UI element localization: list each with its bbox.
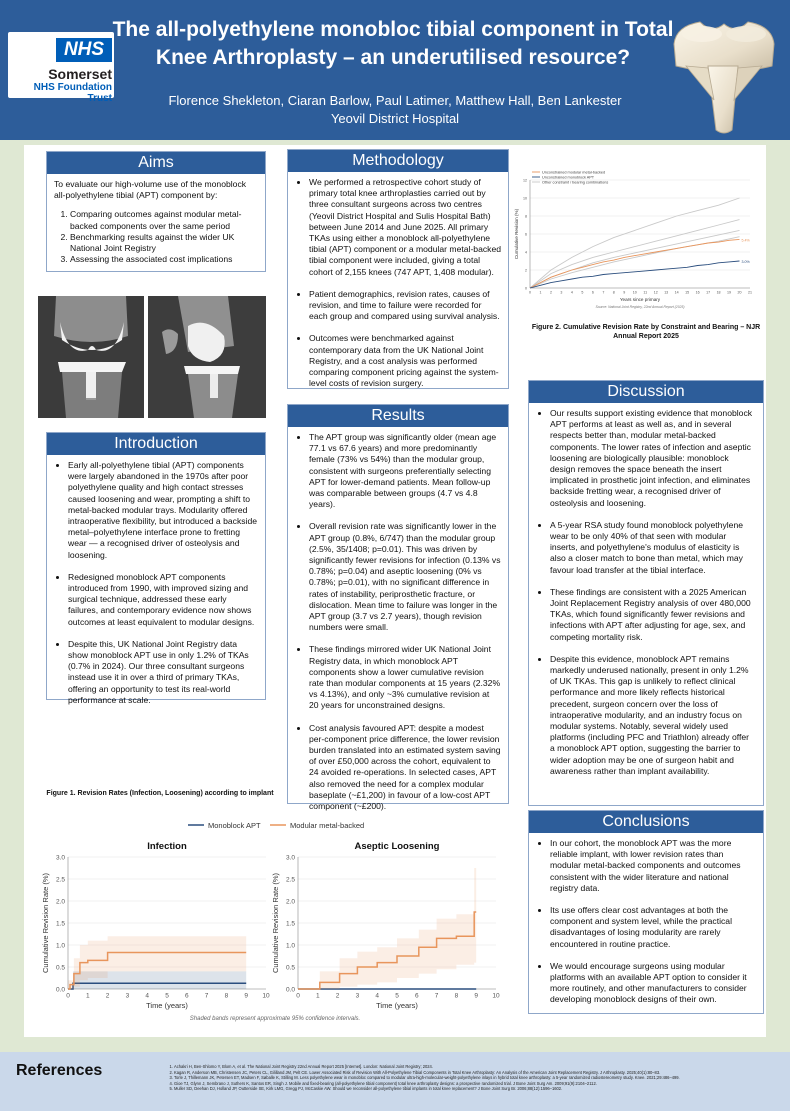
conclusions-item: • We would encourage surgeons using modular platforms with an available APT option to consider it more routinely, and other manufacturers to consider developing monoblock designs of their own. [550,961,756,1006]
discussion-section [528,380,764,806]
tibial-implant-image [668,4,780,136]
author-list: Florence Shekleton, Ciaran Barlow, Paul Latimer, Matthew Hall, Ben Lankester [168,93,622,108]
aims-item: 3. Assessing the associated cost implications [70,254,258,265]
x-tick-label: 10 [492,992,500,1000]
poster-title: The all-polyethylene monobloc tibial component in Total Knee Arthroplasty – an underutilised resource? [112,18,674,69]
x-tick-label: 18 [716,290,721,295]
x-tick-label: 15 [685,290,690,295]
figure1-caption: Figure 1. Revision Rates (Infection, Loosening) according to implant [46,790,274,797]
series-line [530,220,740,288]
y-axis-label: Cumulative Revision Rate (%) [41,872,50,974]
y-tick-label: 0 [525,286,527,291]
legend-label: Other constraint / bearing combinations [542,180,609,185]
x-tick-label: 6 [591,290,594,295]
discussion-body [529,403,763,793]
chart-title: Infection [147,841,187,852]
x-tick-label: 9 [623,290,626,295]
x-tick-label: 21 [748,290,752,295]
results-item: • Overall revision rate was significantly lower in the APT group (0.8%, 6/747) than the modular group (2.5%, 35/1408; p=0.01). This was driven by significantly fewer revisions for infection (0.13% vs 0.78%; p=0.04) and aseptic loosening (0% vs 0.78%; p=0.01), with no significant difference in rates of instability, periprosthetic fracture, or dislocation. Mean time to failure was longer in the APT group (3.7 vs 2.7 years), though revision numbers were small. [309,521,501,633]
data-label: 3.0% [741,260,750,264]
x-axis-label: Time (years) [376,1001,418,1010]
chart-title: Aseptic Loosening [354,841,440,852]
x-tick-label: 1 [315,992,320,1000]
x-tick-label: 2 [549,290,552,295]
legend-label: Unconstrained modular metal-backed [542,170,606,175]
conclusions-section [528,810,764,1014]
x-tick-label: 20 [737,290,742,295]
nhs-mark: NHS [56,38,112,62]
y-tick-label: 1.5 [55,920,65,928]
conclusions-body [529,833,763,1022]
legend-label-modular: Modular metal-backed [290,821,365,830]
conclusions-heading: Conclusions [529,811,763,833]
institution: Yeovil District Hospital [330,111,460,126]
reference-item: 3. Torle J, Thillemann JK, Petersen ET, Madsen F, Søballe K, Stilling M. Less polyethylene wear in monobloc compared to modular ultra-high-molecular-weight-polyethylene inlays in hybrid total knee arthroplasty: a 5-year randomized radiostereometry study. Knee. 2021;29:486–499. [174,1075,766,1081]
methodology-section [287,149,509,389]
introduction-section [46,432,266,705]
discussion-heading: Discussion [529,381,763,403]
y-tick-label: 4 [525,250,527,255]
y-tick-label: 0.5 [285,964,295,972]
confidence-band [298,868,476,989]
aims-item: 1. Comparing outcomes against modular metal-backed components over the same period [70,209,258,231]
x-tick-label: 5 [581,290,584,295]
results-item: • These findings mirrored wider UK National Joint Registry data, in which monoblock APT components show a lower cumulative revision rate than modular components at 15 years (2.32% vs 4.13%), and only ~3% cumulative revision at 20 years for unconstrained designs. [309,644,501,711]
y-tick-label: 12 [523,178,527,183]
y-tick-label: 2.0 [55,898,65,906]
discussion-item: • Despite this evidence, monoblock APT remains markedly underused nationally, present in only 1.2% of UK TKAs. This gap is unlikely to reflect clinical performance and more likely reflects historical precedent, surgeon concern over the loss of intraoperative modularity, and an industry focus on modular systems. Notably, several widely used platforms (including PFC and Triathlon) already offer a monoblock APT option, suggesting the barrier to wider adoption may be one of surgeon habit and awareness rather than implant availability. [550,654,756,777]
y-tick-label: 2.5 [55,876,65,884]
y-tick-label: 3.0 [285,854,295,862]
x-tick-label: 6 [414,992,419,1000]
reference-item: 2. Kagan R, Anderson MB, Christensen JC, Peters CL, Gililland JM, Pelt CE. Lower Associated Risk of Revision With All-Polyethylene Tibial Components in Total Knee Arthroplasty: An Analysis of the American Joint Replacement Registry. J Arthroplasty. 2025;40(1):80–83. [174,1070,766,1076]
introduction-item: • Redesigned monoblock APT components introduced from 1990, with improved sizing and surgical technique, addressed these early failures, and contemporary evidence now shows outcomes at least equivalent to modular designs. [68,572,258,628]
reference-item: 1. Achakri H, Ben-Shlomo Y, Blom A, et al. The National Joint Registry 22nd Annual Report 2025 [Internet]. London: National Joint Registry; 2024. [174,1064,766,1070]
nhs-organisation: Somerset [48,66,112,82]
discussion-item: • These findings are consistent with a 2025 American Joint Replacement Registry analysis of over 480,000 TKAs, which found significantly fewer revisions and infections with APT after adjusting for age, sex, and competing mortality risk. [550,587,756,643]
x-tick-label: 7 [204,992,209,1000]
nhs-trust: NHS Foundation Trust [33,82,112,104]
introduction-body [47,455,265,722]
x-axis-label: Time (years) [146,1001,188,1010]
xray-image-lateral [148,296,266,418]
y-tick-label: 1.5 [285,920,295,928]
reference-item: 4. Gioe TJ, Glynn J, Sembrano J, Suthers K, Santos ER, Singh J. Mobile and fixed-bearing (all-polyethylene tibial component) total knee arthroplasty designs: a prospective randomized trial. J Bone Joint Surg Am. 2009;91(9):2104–2112. [174,1081,766,1087]
discussion-item: • Our results support existing evidence that monoblock APT performs at least as well as, and in several respects better than, modular metal-backed components. The lower rates of infection and aseptic loosening are biologically plausible: monoblock design removes the space beneath the insert implicated in prosthetic joint infection, and eliminates backside fretting wear, a recognised driver of osteolysis and loosening. [550,408,756,509]
results-list [295,432,501,812]
x-tick-label: 8 [224,992,229,1000]
x-tick-label: 4 [145,992,150,1000]
series-line [530,237,740,288]
x-tick-label: 9 [474,992,479,1000]
methodology-heading: Methodology [288,150,508,172]
x-tick-label: 2 [105,992,110,1000]
aims-list [54,209,258,265]
x-tick-label: 13 [664,290,669,295]
legend-label: Unconstrained monoblock APT [542,175,595,180]
introduction-list [54,460,258,706]
x-tick-label: 3 [560,290,563,295]
references-list [166,1064,766,1092]
y-tick-label: 0.0 [285,986,295,994]
njr-revision-chart [508,162,768,314]
y-axis-label: Cumulative Revision Rate (%) [271,872,280,974]
methodology-item: • Patient demographics, revision rates, causes of revision, and time to failure were recorded for each group and compared using survival analysis. [309,289,501,323]
x-tick-label: 7 [434,992,439,1000]
figure2-source: Source: National Joint Registry, 22nd Annual Report (2025) [595,305,685,309]
x-tick-label: 2 [335,992,340,1000]
x-tick-label: 3 [355,992,360,1000]
y-tick-label: 1.0 [55,942,65,950]
x-tick-label: 5 [165,992,169,1000]
x-tick-label: 0 [529,290,531,295]
results-item: • The APT group was significantly older (mean age 77.1 vs 67.6 years) and more predominantly female (73% vs 54%) than the modular group, consistent with surgeons preferentially selecting APT for lower-demand patients. Mean follow-up was comparable between groups (4.7 vs 4.8 years). [309,432,501,510]
y-tick-label: 0.5 [55,964,65,972]
y-axis-label: Cumulative Revision (%) [514,208,519,260]
references-section [0,1052,790,1111]
methodology-list [295,177,501,389]
figure2-caption: Figure 2. Cumulative Revision Rate by Constraint and Bearing – NJR Annual Report 2025 [531,324,761,340]
references-heading: References [16,1062,103,1079]
x-tick-label: 0 [296,992,300,1000]
y-tick-label: 10 [523,196,527,201]
xray-image-ap [38,296,144,418]
x-tick-label: 0 [66,992,70,1000]
figure1-note: Shaded bands represent approximate 95% confidence intervals. [189,1016,361,1022]
methodology-item: • Outcomes were benchmarked against contemporary data from the UK National Joint Registry, and a cost analysis was performed comparing component pricing against the system-level costs of revision surgery. [309,333,501,389]
x-tick-label: 17 [706,290,711,295]
x-tick-label: 3 [125,992,130,1000]
conclusions-list [536,838,756,1006]
x-tick-label: 8 [612,290,615,295]
x-tick-label: 1 [85,992,90,1000]
x-tick-label: 9 [244,992,249,1000]
results-heading: Results [288,405,508,427]
x-tick-label: 5 [395,992,399,1000]
y-tick-label: 1.0 [285,942,295,950]
y-tick-label: 6 [525,232,527,237]
poster-authors [100,92,690,128]
x-tick-label: 16 [695,290,700,295]
figure1-revision-charts [40,815,510,1030]
discussion-list [536,408,756,777]
results-section [287,404,509,812]
legend-label-apt: Monoblock APT [208,821,261,830]
x-tick-label: 7 [602,290,605,295]
x-tick-label: 11 [643,290,648,295]
introduction-item: • Despite this, UK National Joint Registry data show monoblock APT use in only 1.2% of TKAs (0.7% in 2024). Our three consultant surgeons instead use it in over a third of primary TKAs, offering an opportunity to test its real-world performance at scale. [68,639,258,706]
y-tick-label: 3.0 [55,854,65,862]
conclusions-item: • In our cohort, the monoblock APT was the more reliable implant, with lower revision rates than modular metal-backed components and outcomes consistent with the wider literature and national registry data. [550,838,756,894]
results-body [288,427,508,828]
introduction-heading: Introduction [47,433,265,455]
x-tick-label: 6 [184,992,189,1000]
x-tick-label: 19 [727,290,732,295]
aims-section [46,151,266,272]
y-tick-label: 0.0 [55,986,65,994]
y-tick-label: 2.0 [285,898,295,906]
methodology-item: • We performed a retrospective cohort study of primary total knee arthroplasties carried out by three consultant surgeons across two centres (Yeovil District Hospital and Sulis Hospital Bath) between June 2014 and June 2025. All primary TKAs using either a monoblock all-polyethylene tibial (APT) component or a modular metal-backed tibial component were included, giving a total cohort of 2,155 knees (747 APT, 1,408 modular). [309,177,501,278]
x-tick-label: 8 [454,992,459,1000]
series-line [530,261,740,288]
introduction-item: • Early all-polyethylene tibial (APT) components were largely abandoned in the 1970s after poor polyethylene quality and high contact stresses caused loosening and wear, prompting a shift to metal-backed modular trays. Modularity offered intraoperative flexibility, but introduced a backside metal–polyethylene interface prone to fretting wear — a recognised driver of osteolysis and loosening. [68,460,258,561]
reference-item: 5. Muller SD, Deehan DJ, Holland JP, Outterside SE, Kirk LMG, Gregg PJ, McCaskie AW. Should we reconsider all-polyethylene tibial implants in total knee replacement? J Bone Joint Surg Br. 2006;88(12):1596–1602. [174,1086,766,1092]
y-tick-label: 8 [525,214,527,219]
aims-intro: To evaluate our high-volume use of the monoblock all-polyethylene tibial (APT) component by: [54,179,247,201]
aims-body [47,174,265,270]
poster-header [0,0,790,140]
x-tick-label: 12 [653,290,658,295]
methodology-body [288,172,508,405]
y-tick-label: 2 [525,268,527,273]
x-tick-label: 4 [570,290,573,295]
conclusions-item: • Its use offers clear cost advantages at both the component and system level, while the practical disadvantages of losing modularity are rarely encountered in routine practice. [550,905,756,950]
data-label: 5.4% [741,238,750,243]
x-tick-label: 10 [632,290,637,295]
aims-item: 2. Benchmarking results against the wider UK National Joint Registry [70,232,258,254]
aims-heading: Aims [47,152,265,174]
x-axis-label: Years since primary [619,297,661,303]
x-tick-label: 10 [262,992,270,1000]
results-item: • Cost analysis favoured APT: despite a modest per-component price difference, the lower revision burden translated into an estimated system saving of over £50,000 across the cohort, equivalent to 24 avoided re-operations. In selected cases, APT also removed the need for a complex modular baseplate (~£1,200) in favour of a low-cost APT component (~£200). [309,723,501,813]
series-line [530,230,740,288]
nhs-logo [8,32,114,104]
x-tick-label: 1 [539,290,542,295]
discussion-item: • A 5-year RSA study found monoblock polyethylene wear to be only 40% of that seen with modular inserts, and polyethylene's modulus of elasticity is also a closer match to bone than metal, which may favour load transfer at the tibial interface. [550,520,756,576]
y-tick-label: 2.5 [285,876,295,884]
x-tick-label: 4 [375,992,380,1000]
x-tick-label: 14 [674,290,679,295]
